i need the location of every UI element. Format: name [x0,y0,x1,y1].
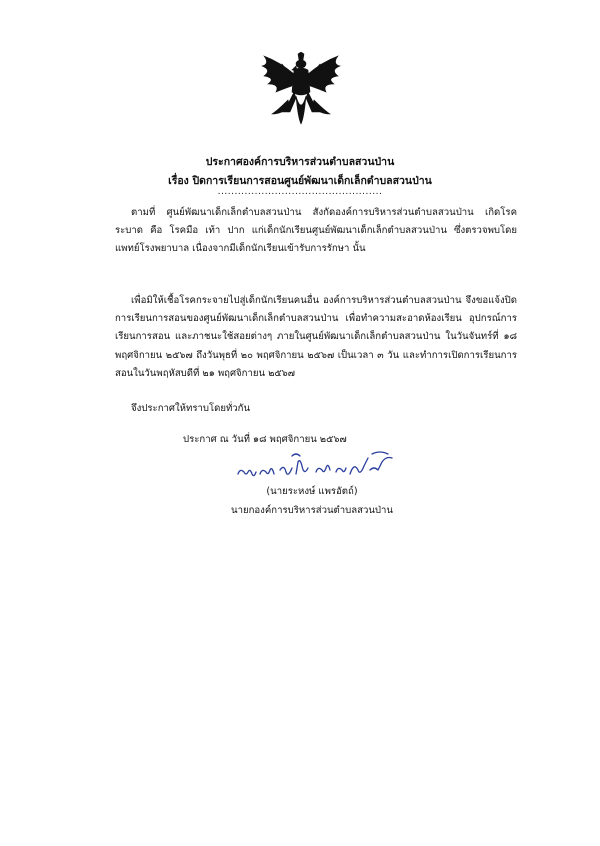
signer-title: นายกองค์การบริหารส่วนตำบลสวนป่าน [231,505,393,516]
announcement-org-heading: ประกาศองค์การบริหารส่วนตำบลสวนป่าน [205,156,395,168]
signer-name: (นายระหงษ์ แพรอัตถ์) [266,486,358,497]
handwritten-signature-icon [232,448,402,488]
announcement-date: ประกาศ ณ วันที่ ๑๘ พฤศจิกายน ๒๕๖๗ [183,434,347,445]
paragraph-closure-details: เพื่อมิให้เชื้อโรคกระจายไปสู่เด็กนักเรียนคนอื่น องค์การบริหารส่วนตำบลสวนป่าน จึงขอแจ้งปิดการเรียนการสอนของศูนย์พัฒนาเด็กเล็กตำบลสวนป่าน เพื่อทำความสะอาดห้องเรียน อุปกรณ์การเรียนการสอน และภาชนะใช้สอยต่างๆ ภายในศูนย์พัฒนาเด็กเล็กตำบลสวนป่าน ในวันจันทร์ที่ ๑๘ พฤศจิกายน ๒๕๖๗ ถึงวันพุธที่ ๒๐ พฤศจิกายน ๒๕๖๗ เป็นเวลา ๓ วัน และทำการเปิดการเรียนการสอนในวันพฤหัสบดีที่ ๒๑ พฤศจิกายน ๒๕๖๗ [115,295,517,379]
paragraph-background: ตามที่ ศูนย์พัฒนาเด็กเล็กตำบลสวนป่าน สังกัดองค์การบริหารส่วนตำบลสวนป่าน เกิดโรคระบาด คือ โรคมือ เท้า ปาก แก่เด็กนักเรียนศูนย์พัฒนาเด็กเล็กตำบลสวนป่าน ซึ่งตรวจพบโดยแพทย์โรงพยาบาล เนื่องจากมีเด็กนักเรียนเข้ารับการรักษา นั้น [115,207,517,255]
garuda-emblem-icon [258,52,344,126]
announcement-subject-heading: เรื่อง ปิดการเรียนการสอนศูนย์พัฒนาเด็กเล็กตำบลสวนป่าน [168,175,432,187]
dotted-divider: ................................................. [217,187,383,197]
closing-statement: จึงประกาศให้ทราบโดยทั่วกัน [131,403,251,414]
